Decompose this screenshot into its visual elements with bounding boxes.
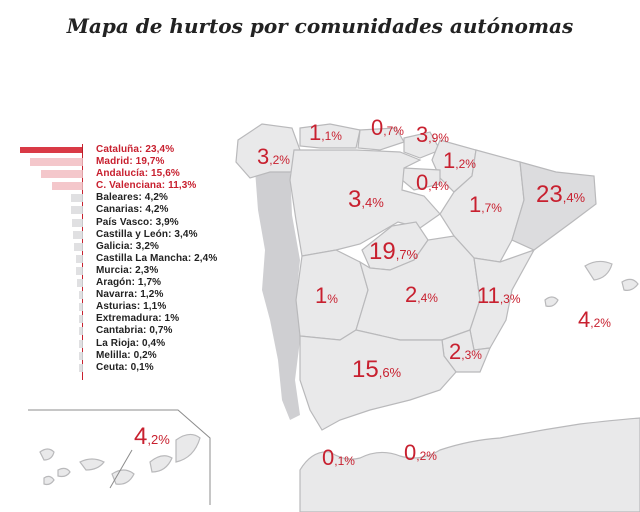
legend-bar [74, 243, 83, 251]
legend-label: Castilla La Mancha: 2,4% [96, 252, 218, 264]
map-label-integer: 3 [416, 122, 429, 147]
map-label-decimal: ,7% [383, 124, 404, 138]
map-label-integer: 1 [315, 283, 328, 308]
legend-label: Cataluña: 23,4% [96, 144, 175, 155]
legend-bar [76, 267, 83, 275]
legend-label: País Vasco: 3,9% [96, 216, 179, 228]
map-label [404, 440, 437, 465]
legend-bar [79, 303, 83, 311]
map-label-integer: 2 [405, 282, 418, 307]
legend-label: C. Valenciana: 11,3% [96, 180, 197, 192]
legend-label: Murcia: 2,3% [96, 264, 159, 276]
map-label-decimal: ,2% [590, 316, 611, 330]
legend-label: La Rioja: 0,4% [96, 337, 166, 349]
map-label [134, 423, 170, 450]
legend-label: Madrid: 19,7% [96, 156, 165, 168]
legend-bar [79, 327, 83, 335]
map-label-integer: 19 [369, 238, 396, 265]
legend-bar [79, 315, 83, 323]
map-label-integer: 15 [352, 356, 379, 383]
map-label-integer: 23 [536, 181, 563, 208]
legend-label: Castilla y León: 3,4% [96, 228, 198, 240]
map-label-decimal: ,4% [428, 179, 449, 193]
map-label-decimal: ,7% [481, 201, 502, 215]
legend-bar [79, 291, 83, 299]
map-label-decimal: ,4% [417, 291, 438, 305]
portugal [255, 168, 300, 420]
map-label-decimal: ,2% [416, 449, 437, 463]
legend-bar [73, 231, 83, 239]
map-label-decimal: ,7% [395, 247, 419, 262]
legend-label: Andalucía: 15,6% [96, 168, 180, 180]
legend-bar [79, 340, 83, 348]
legend-label: Ceuta: 0,1% [96, 361, 154, 373]
map-label-integer: 0 [322, 445, 335, 470]
ranking-legend [18, 145, 218, 375]
map-label-decimal: ,3% [461, 348, 482, 362]
map-label-decimal: ,2% [147, 432, 170, 447]
map-label-integer: 3 [348, 186, 362, 213]
map-label-decimal: ,1% [321, 129, 342, 143]
canarias-islands [40, 434, 200, 488]
map-title: Mapa de hurtos por comunidades autónomas [66, 14, 574, 38]
legend-label: Melilla: 0,2% [96, 349, 157, 361]
legend-bar [76, 255, 83, 263]
legend-bar [30, 158, 83, 166]
map-label-integer: 4 [578, 307, 591, 332]
legend-label: Asturias: 1,1% [96, 301, 167, 313]
map-label-integer: 1 [469, 192, 482, 217]
map-label-decimal: ,6% [378, 365, 402, 380]
map-label-integer: 4 [134, 423, 148, 450]
map-label-decimal: ,1% [334, 454, 355, 468]
legend-bar [41, 170, 83, 178]
map-label-integer: 11 [477, 283, 500, 308]
legend-row [18, 363, 218, 375]
map-label-decimal: ,2% [455, 157, 476, 171]
map-label-integer: 1 [443, 148, 456, 173]
legend-bar [20, 147, 83, 153]
map-label-decimal: ,4% [562, 190, 586, 205]
legend-label: Baleares: 4,2% [96, 192, 169, 204]
map-label [309, 120, 342, 145]
map-label-integer: 3 [257, 144, 270, 169]
legend-bar [71, 206, 83, 214]
map-label [578, 307, 611, 332]
legend-label: Navarra: 1,2% [96, 289, 164, 301]
legend-bar [79, 352, 83, 360]
map-label-decimal: % [327, 292, 338, 306]
map-label-integer: 1 [309, 120, 322, 145]
legend-label: Canarias: 4,2% [96, 204, 169, 216]
map-label-decimal: ,4% [361, 195, 384, 210]
legend-label: Cantabria: 0,7% [96, 325, 173, 337]
baleares-islands [545, 261, 638, 306]
map-label-decimal: ,2% [269, 153, 290, 167]
map-label-integer: 0 [404, 440, 417, 465]
map-label-decimal: ,3% [499, 292, 521, 306]
legend-bar [71, 194, 83, 202]
legend-bar [77, 279, 83, 287]
legend-label: Extremadura: 1% [96, 313, 180, 325]
map-label-integer: 0 [416, 170, 429, 195]
legend-label: Galicia: 3,2% [96, 240, 159, 252]
map-label [416, 122, 449, 147]
map-label-integer: 0 [371, 115, 384, 140]
legend-bar [72, 219, 83, 227]
map-label [322, 445, 355, 470]
legend-bar [52, 182, 83, 190]
map-label-decimal: ,9% [428, 131, 449, 145]
legend-label: Aragón: 1,7% [96, 277, 162, 289]
legend-bar [79, 364, 83, 372]
map-label [371, 115, 404, 140]
map-label-integer: 2 [449, 339, 462, 364]
